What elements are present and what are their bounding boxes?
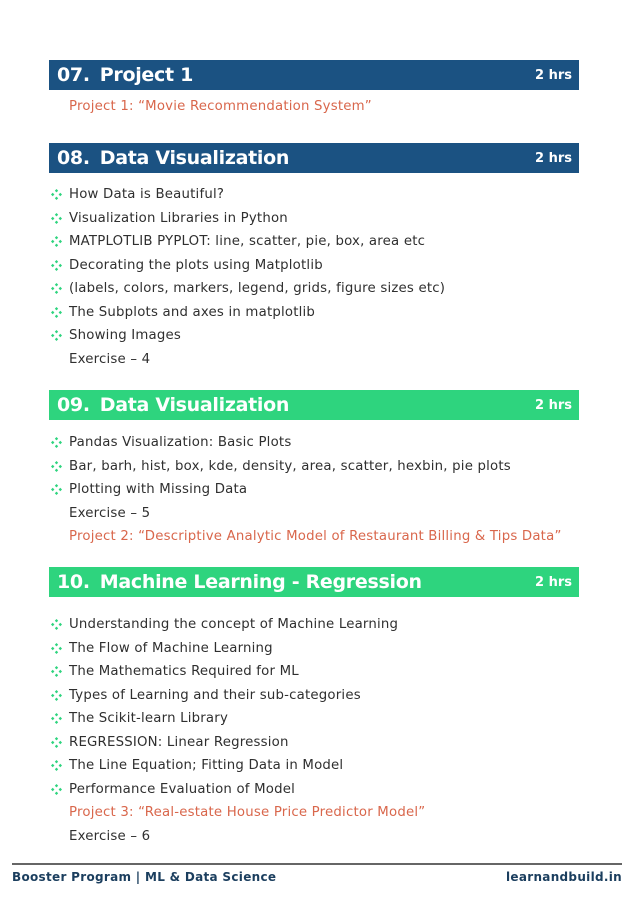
item-text: REGRESSION: Linear Regression <box>69 734 289 750</box>
item-text: Bar, barh, hist, box, kde, density, area, scatter, hexbin, pie plots <box>69 458 511 474</box>
four-diamond-bullet-icon <box>50 230 64 253</box>
item-text: Decorating the plots using Matplotlib <box>69 257 323 273</box>
item-text: MATPLOTLIB PYPLOT: line, scatter, pie, box, area etc <box>69 234 426 249</box>
topic-item <box>69 207 288 230</box>
topic-item <box>69 778 295 801</box>
module-title-text: Project 1 <box>99 64 193 86</box>
exercise-item <box>69 502 150 525</box>
module-title <box>57 64 193 86</box>
item-text: The Line Equation; Fitting Data in Model <box>69 758 344 773</box>
topic-item <box>69 637 273 660</box>
four-diamond-bullet-icon <box>50 731 64 754</box>
module-header-08 <box>49 143 579 173</box>
item-text: Visualization Libraries in Python <box>69 210 288 226</box>
item-text: Project 2: “Descriptive Analytic Model of Restaurant Billing & Tips Data” <box>69 529 562 544</box>
module-number: 09. <box>57 394 90 416</box>
item-text: (labels, colors, markers, legend, grids, figure sizes etc) <box>69 281 446 296</box>
item-text: Exercise – 5 <box>69 505 151 521</box>
module-number: 07. <box>57 64 90 86</box>
topic-item <box>69 230 425 253</box>
topic-item <box>69 277 445 300</box>
topic-item <box>69 455 511 478</box>
four-diamond-bullet-icon <box>50 324 64 347</box>
item-text: The Scikit-learn Library <box>69 711 229 726</box>
four-diamond-bullet-icon <box>50 277 64 300</box>
item-text: Showing Images <box>69 328 182 343</box>
module-title-text: Data Visualization <box>99 147 290 169</box>
footer-program-name: Booster Program | ML & Data Science <box>12 870 277 884</box>
item-text: Exercise – 6 <box>69 828 151 844</box>
four-diamond-bullet-icon <box>50 754 64 777</box>
four-diamond-bullet-icon <box>50 684 64 707</box>
topic-item <box>69 301 315 324</box>
module-duration: 2 hrs <box>535 574 572 590</box>
module-number: 10. <box>57 571 90 593</box>
four-diamond-bullet-icon <box>50 254 64 277</box>
item-text: Understanding the concept of Machine Learning <box>69 617 399 632</box>
four-diamond-bullet-icon <box>50 707 64 730</box>
four-diamond-bullet-icon <box>50 660 64 683</box>
item-text: The Flow of Machine Learning <box>69 640 273 656</box>
module-duration: 2 hrs <box>535 67 572 83</box>
item-text: Exercise – 4 <box>69 351 151 367</box>
module-duration: 2 hrs <box>535 150 572 166</box>
topic-item <box>69 478 247 501</box>
item-text: The Mathematics Required for ML <box>69 664 299 679</box>
item-text: How Data is Beautiful? <box>69 187 225 202</box>
item-text: The Subplots and axes in matplotlib <box>69 304 316 320</box>
four-diamond-bullet-icon <box>50 183 64 206</box>
topic-item <box>69 431 291 454</box>
four-diamond-bullet-icon <box>50 431 64 454</box>
item-text: Project 1: “Movie Recommendation System” <box>69 99 372 114</box>
four-diamond-bullet-icon <box>50 778 64 801</box>
footer-divider <box>12 863 622 865</box>
topic-item <box>69 254 323 277</box>
footer-website: learnandbuild.in <box>505 870 622 884</box>
topic-item <box>69 324 181 347</box>
project-item <box>69 801 425 824</box>
item-text: Plotting with Missing Data <box>69 482 248 497</box>
topic-item <box>69 183 224 206</box>
project-item <box>69 95 372 118</box>
four-diamond-bullet-icon <box>50 478 64 501</box>
module-header-09 <box>49 390 579 420</box>
item-text: Project 3: “Real-estate House Price Predictor Model” <box>69 805 426 820</box>
module-duration: 2 hrs <box>535 397 572 413</box>
module-header-10 <box>49 567 579 597</box>
module-title <box>57 147 289 169</box>
four-diamond-bullet-icon <box>50 301 64 324</box>
four-diamond-bullet-icon <box>50 613 64 636</box>
topic-item <box>69 707 228 730</box>
topic-item <box>69 684 361 707</box>
project-item <box>69 525 562 548</box>
module-header-07 <box>49 60 579 90</box>
topic-item <box>69 613 398 636</box>
topic-item <box>69 754 343 777</box>
item-text: Types of Learning and their sub-categories <box>69 687 361 703</box>
module-title-text: Data Visualization <box>99 394 290 416</box>
module-title <box>57 394 289 416</box>
four-diamond-bullet-icon <box>50 207 64 230</box>
item-text: Pandas Visualization: Basic Plots <box>69 435 292 450</box>
topic-item <box>69 660 299 683</box>
four-diamond-bullet-icon <box>50 455 64 478</box>
exercise-item <box>69 348 150 371</box>
exercise-item <box>69 825 150 848</box>
module-number: 08. <box>57 147 90 169</box>
module-title <box>57 571 422 593</box>
topic-item <box>69 731 289 754</box>
item-text: Performance Evaluation of Model <box>69 781 296 797</box>
module-title-text: Machine Learning - Regression <box>99 571 422 593</box>
four-diamond-bullet-icon <box>50 637 64 660</box>
